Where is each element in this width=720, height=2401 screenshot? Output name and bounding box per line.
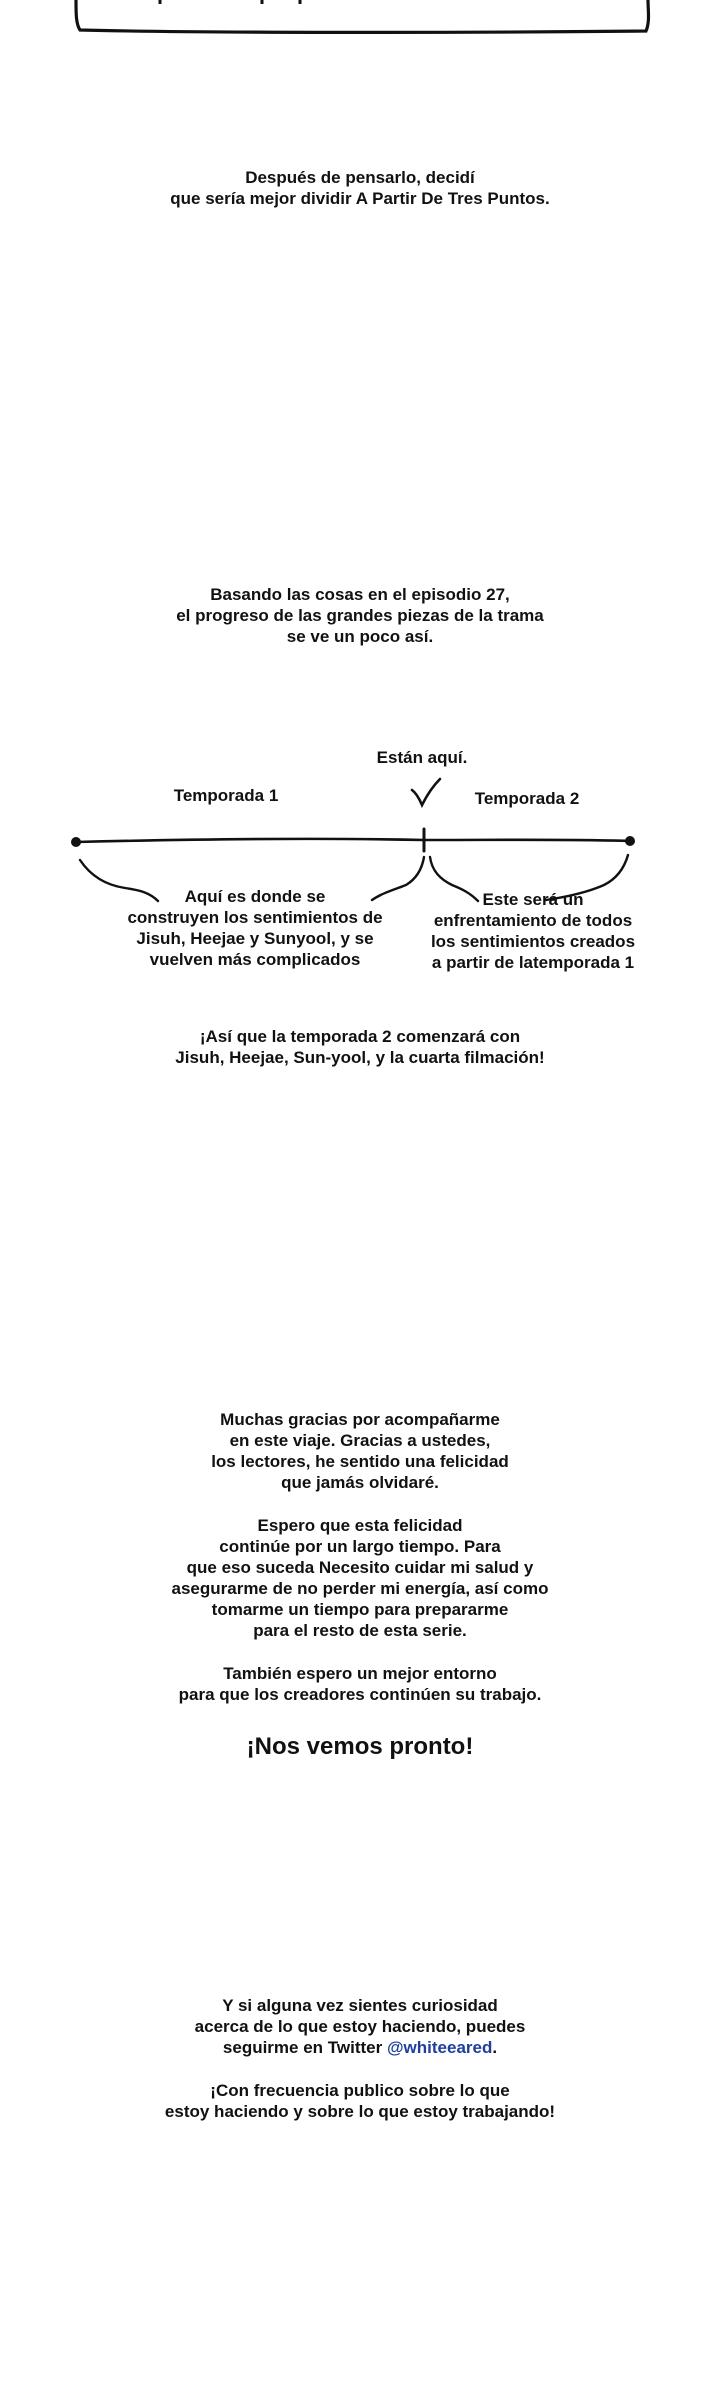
season2-note-line-1: Este será un bbox=[482, 890, 584, 909]
thanks-paragraph-2 bbox=[0, 1515, 720, 1641]
here-label: Están aquí. bbox=[376, 748, 468, 767]
follow-paragraph-1 bbox=[0, 1995, 720, 2058]
thanks-p2-line-6: para el resto de esta serie. bbox=[253, 1621, 467, 1640]
thanks-p2-line-5: tomarme un tiempo para prepararme bbox=[211, 1600, 509, 1619]
season1-note-line-2: construyen los sentimientos de bbox=[127, 908, 383, 927]
timeline-line bbox=[76, 839, 630, 842]
season1-note-line-1: Aquí es donde se bbox=[184, 887, 326, 906]
season2-note-line-4: a partir de latemporada 1 bbox=[431, 953, 635, 972]
thanks-p2-line-2: continúe por un largo tiempo. Para bbox=[219, 1537, 501, 1556]
season2-start-line-2: Jisuh, Heejae, Sun-yool, y la cuarta filmación! bbox=[175, 1048, 545, 1067]
checkmark-icon bbox=[412, 779, 440, 805]
timeline-end-dot bbox=[625, 836, 635, 846]
thanks-p1-line-1: Muchas gracias por acompañarme bbox=[220, 1410, 500, 1429]
thanks-p3-line-1: También espero un mejor entorno bbox=[223, 1664, 497, 1683]
follow-twitter-prefix: seguirme en Twitter bbox=[222, 2038, 387, 2057]
progress-line-2: el progreso de las grandes piezas de la trama bbox=[176, 606, 544, 625]
thanks-paragraph-3 bbox=[0, 1663, 720, 1705]
timeline-start-dot bbox=[71, 837, 81, 847]
follow-p2-line-2: estoy haciendo y sobre lo que estoy trabajando! bbox=[164, 2102, 556, 2121]
panel-frame bbox=[0, 0, 720, 60]
farewell-heading: ¡Nos vemos pronto! bbox=[246, 1733, 474, 1760]
intro-line-1: Después de pensarlo, decidí bbox=[245, 168, 475, 187]
thanks-section bbox=[0, 1409, 720, 1705]
thanks-p1-line-2: en este viaje. Gracias a ustedes, bbox=[229, 1431, 491, 1450]
season1-note-line-4: vuelven más complicados bbox=[149, 950, 361, 969]
progress-text bbox=[0, 584, 720, 647]
twitter-handle-link[interactable]: @whiteeared bbox=[386, 2038, 493, 2057]
timeline-diagram bbox=[0, 745, 720, 985]
season2-start-line-1: ¡Así que la temporada 2 comenzará con bbox=[199, 1027, 521, 1046]
season2-note-line-2: enfrentamiento de todos bbox=[433, 911, 633, 930]
season1-label: Temporada 1 bbox=[173, 786, 279, 805]
follow-p1-line-1: Y si alguna vez sientes curiosidad bbox=[222, 1996, 498, 2015]
season2-label: Temporada 2 bbox=[474, 789, 580, 808]
thanks-p2-line-1: Espero que esta felicidad bbox=[257, 1516, 463, 1535]
intro-text bbox=[0, 167, 720, 209]
follow-twitter-suffix: . bbox=[492, 2038, 498, 2057]
thanks-p2-line-4: asegurarme de no perder mi energía, así como bbox=[171, 1579, 549, 1598]
season2-start-text bbox=[0, 1026, 720, 1068]
season2-note-line-3: los sentimientos creados bbox=[430, 932, 636, 951]
thanks-p1-line-3: los lectores, he sentido una felicidad bbox=[211, 1452, 509, 1471]
thanks-p2-line-3: que eso suceda Necesito cuidar mi salud y bbox=[186, 1558, 534, 1577]
progress-line-3: se ve un poco así. bbox=[286, 627, 434, 646]
thanks-p3-line-2: para que los creadores continúen su trabajo. bbox=[178, 1685, 542, 1704]
season1-note-line-3: Jisuh, Heejae y Sunyool, y se bbox=[136, 929, 374, 948]
follow-p1-line-3 bbox=[0, 2037, 720, 2058]
follow-section bbox=[0, 1995, 720, 2122]
thanks-paragraph-1 bbox=[0, 1409, 720, 1493]
intro-line-2: que sería mejor dividir A Partir De Tres Puntos. bbox=[170, 189, 550, 208]
thanks-p1-line-4: que jamás olvidaré. bbox=[281, 1473, 439, 1492]
follow-paragraph-2 bbox=[0, 2080, 720, 2122]
progress-line-1: Basando las cosas en el episodio 27, bbox=[210, 585, 510, 604]
follow-p1-line-2: acerca de lo que estoy haciendo, puedes bbox=[194, 2017, 526, 2036]
follow-p2-line-1: ¡Con frecuencia publico sobre lo que bbox=[210, 2081, 510, 2100]
